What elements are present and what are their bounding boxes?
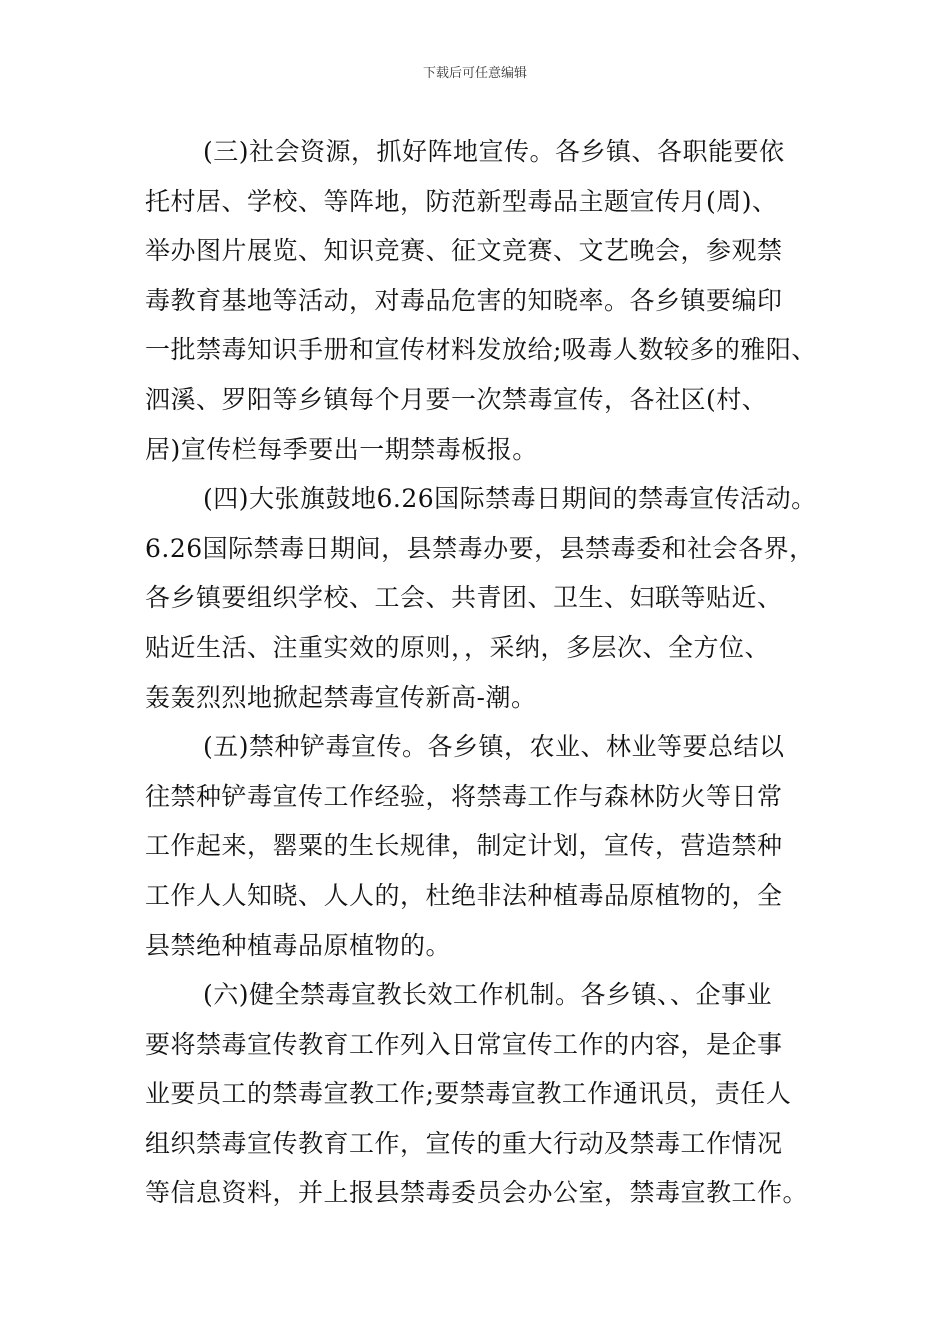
text-line: 要将禁毒宣传教育工作列入日常宣传工作的内容，是企事 [145,1029,783,1059]
text-line: 居)宣传栏每季要出一期禁毒板报。 [145,434,538,464]
text-line: (五)禁种铲毒宣传。各乡镇，农业、林业等要总结以 [203,732,785,762]
text-line: 一批禁毒知识手册和宣传材料发放给;吸毒人数较多的雅阳、 [145,335,817,365]
text-line: 托村居、学校、等阵地，防范新型毒品主题宣传月(周)、 [145,186,778,216]
text-line: 县禁绝种植毒品原植物的。 [145,930,452,960]
page-header: 下载后可任意编辑 [422,66,527,81]
text-line: (四)大张旗鼓地6.26国际禁毒日期间的禁毒宣传活动。 [203,484,817,514]
text-line: 往禁种铲毒宣传工作经验，将禁毒工作与森林防火等日常 [145,781,783,811]
text-line: 等信息资料，并上报县禁毒委员会办公室，禁毒宣教工作。 [145,1178,809,1208]
text-line: 毒教育基地等活动，对毒品危害的知晓率。各乡镇要编印 [145,285,783,315]
document-body [145,127,817,1218]
text-line: 工作人人知晓、人人的，杜绝非法种植毒品原植物的，全 [145,880,783,910]
text-line: 组织禁毒宣传教育工作，宣传的重大行动及禁毒工作情况 [145,1128,783,1158]
text-line: 工作起来，罂粟的生长规律，制定计划，宣传，营造禁种 [145,831,783,861]
text-line: 泗溪、罗阳等乡镇每个月要一次禁毒宣传，各社区(村、 [145,384,768,414]
text-line: 各乡镇要组织学校、工会、共青团、卫生、妇联等贴近、 [145,583,783,613]
text-line: 贴近生活、注重实效的原则，，采纳，多层次、全方位、 [145,632,771,662]
paragraph-6 [145,970,810,1218]
text-line: 轰轰烈烈地掀起禁毒宣传新高-潮。 [145,682,537,712]
paragraph-4 [145,474,817,722]
paragraph-3 [145,127,817,474]
text-line: (三)社会资源，抓好阵地宣传。各乡镇、各职能要依 [203,137,785,166]
text-line: 举办图片展览、知识竞赛、征文竞赛、文艺晚会，参观禁 [145,236,783,266]
paragraph-5 [145,722,810,970]
text-line: 6.26国际禁毒日期间，县禁毒办要，县禁毒委和社会各界， [145,533,815,563]
text-line: 业要员工的禁毒宣教工作;要禁毒宣教工作通讯员，责任人 [145,1079,792,1109]
text-line: (六)健全禁毒宣教长效工作机制。各乡镇、、企事业 [203,980,773,1010]
